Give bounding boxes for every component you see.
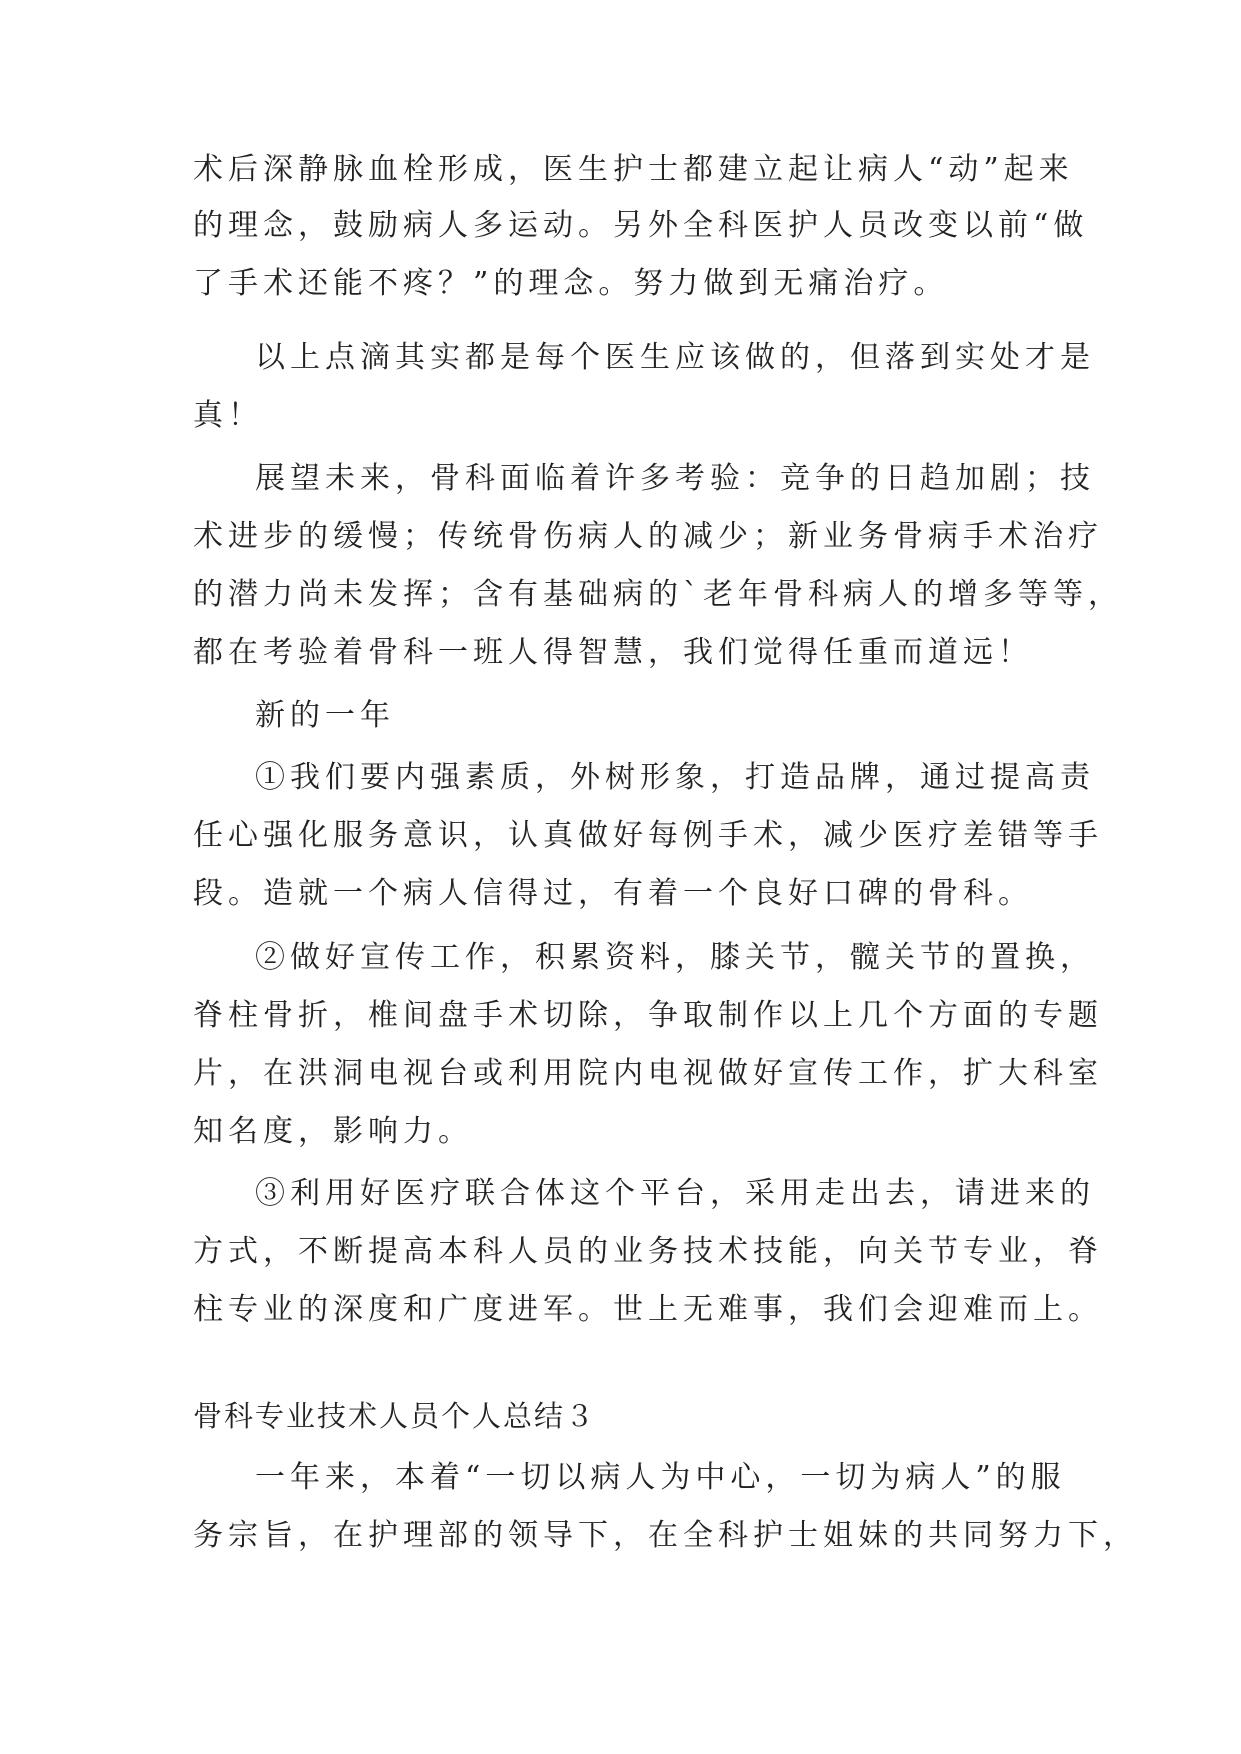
paragraph-line: 脊柱骨折，椎间盘手术切除，争取制作以上几个方面的专题 <box>193 998 1103 1033</box>
paragraph-line: 一年来，本着“一切以病人为中心，一切为病人”的服 <box>255 1460 1066 1495</box>
paragraph-line: 务宗旨，在护理部的领导下，在全科护士姐妹的共同努力下， <box>193 1518 1138 1553</box>
paragraph-line: 了手术还能不疼？”的理念。努力做到无痛治疗。 <box>193 266 949 301</box>
paragraph-line: ①我们要内强素质，外树形象，打造品牌，通过提高责 <box>255 760 1095 795</box>
paragraph-line: 术后深静脉血栓形成，医生护士都建立起让病人“动”起来 <box>193 152 1074 187</box>
paragraph-line: ③利用好医疗联合体这个平台，采用走出去，请进来的 <box>255 1176 1095 1211</box>
section-heading: 骨科专业技术人员个人总结３ <box>193 1399 597 1433</box>
paragraph-line: 任心强化服务意识，认真做好每例手术，减少医疗差错等手 <box>193 818 1103 853</box>
paragraph-line: 都在考验着骨科一班人得智慧，我们觉得任重而道远！ <box>193 635 1033 670</box>
paragraph-line: 段。造就一个病人信得过，有着一个良好口碑的骨科。 <box>193 876 1033 911</box>
paragraph-line: ②做好宣传工作，积累资料，膝关节，髋关节的置换， <box>255 940 1095 975</box>
paragraph-line: 展望未来，骨科面临着许多考验：竞争的日趋加剧；技 <box>255 461 1095 496</box>
paragraph-line: 方式，不断提高本科人员的业务技术技能，向关节专业，脊 <box>193 1234 1103 1269</box>
paragraph-line: 术进步的缓慢；传统骨伤病人的减少；新业务骨病手术治疗 <box>193 519 1103 554</box>
paragraph-line: 新的一年 <box>255 698 395 733</box>
paragraph-line: 的理念，鼓励病人多运动。另外全科医护人员改变以前“做 <box>193 208 1089 243</box>
paragraph-line: 知名度，影响力。 <box>193 1114 473 1149</box>
paragraph-line: 以上点滴其实都是每个医生应该做的，但落到实处才是 <box>255 340 1095 375</box>
paragraph-line: 真！ <box>193 398 263 433</box>
paragraph-line: 柱专业的深度和广度进军。世上无难事，我们会迎难而上。 <box>193 1292 1103 1327</box>
paragraph-line: 片，在洪洞电视台或利用院内电视做好宣传工作，扩大科室 <box>193 1056 1103 1091</box>
paragraph-line: 的潜力尚未发挥；含有基础病的`老年骨科病人的增多等等， <box>193 577 1123 612</box>
